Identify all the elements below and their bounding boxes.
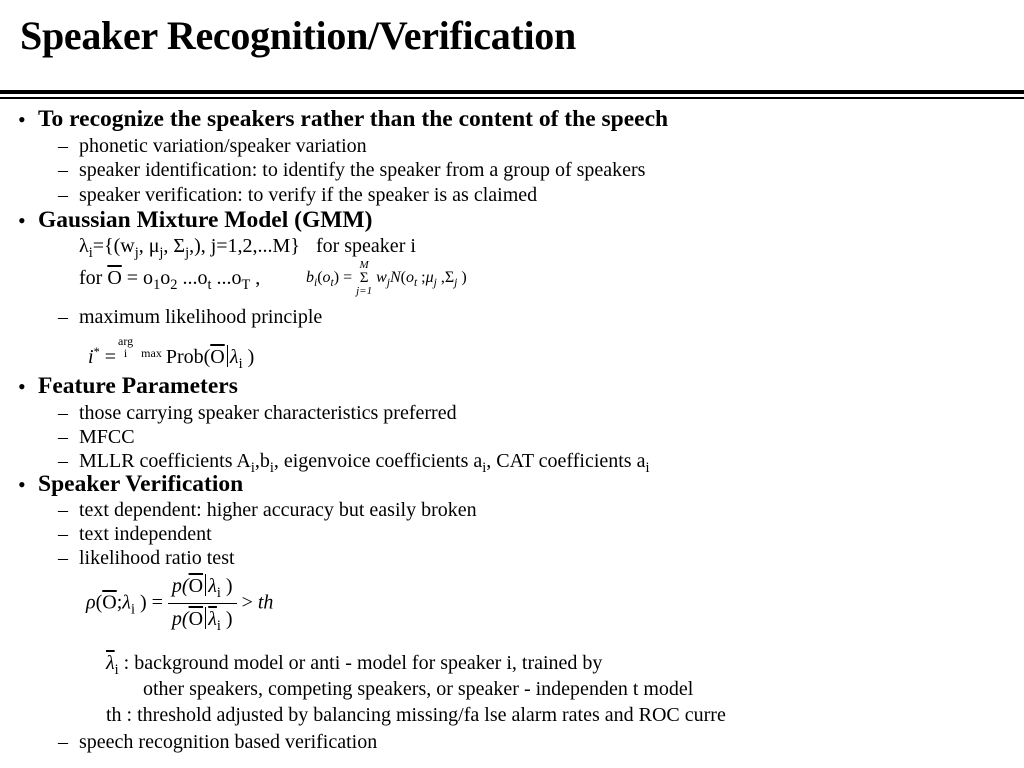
dash-marker: – [58, 547, 68, 569]
title-rule-thick [0, 90, 1024, 94]
bullet-gmm: Gaussian Mixture Model (GMM) [38, 207, 373, 233]
subitem-mfcc: MFCC [79, 426, 135, 448]
slide-title: Speaker Recognition/Verification [20, 13, 576, 58]
ml-argmax-formula: i* = arg i max $Prob(\overline{O}$ $\lambda_i$ ) [88, 334, 255, 373]
note-threshold: th : threshold adjusted by balancing missing/fa lse alarm rates and ROC curre [106, 704, 726, 726]
subitem-text-dependent: text dependent: higher accuracy but easily broken [79, 499, 477, 521]
note-background-model: $\overline{\lambda}_i$ : background model or anti - model for speaker i, trained by [106, 652, 603, 679]
dash-marker: – [58, 306, 68, 328]
dash-marker: – [58, 135, 68, 157]
subitem-speaker-characteristics: those carrying speaker characteristics preferred [79, 402, 457, 424]
bullet-speaker-verification: Speaker Verification [38, 471, 244, 497]
bullet-marker: • [18, 374, 26, 399]
note-other-speakers: other speakers, competing speakers, or speaker - independen t model [143, 678, 694, 700]
subitem-speaker-identification: speaker identification: to identify the speaker from a group of speakers [79, 159, 646, 181]
bullet-marker: • [18, 472, 26, 497]
dash-marker: – [58, 450, 68, 472]
gmm-lambda-definition: $\lambda_i=\{(w_j$, $\mu_j$, $\Sigma_j$,), j=1,2,...M} for speaker i [79, 235, 416, 262]
subitem-speech-recognition-verification: speech recognition based verification [79, 731, 378, 753]
subitem-maximum-likelihood: maximum likelihood principle [79, 306, 323, 328]
dash-marker: – [58, 159, 68, 181]
bullet-feature-parameters: Feature Parameters [38, 373, 238, 399]
dash-marker: – [58, 523, 68, 545]
subitem-phonetic-variation: phonetic variation/speaker variation [79, 135, 367, 157]
dash-marker: – [58, 731, 68, 753]
dash-marker: – [58, 499, 68, 521]
subitem-speaker-verification: speaker verification: to verify if the speaker is as claimed [79, 184, 538, 206]
subitem-likelihood-ratio-test: likelihood ratio test [79, 547, 235, 569]
subitem-text-independent: text independent [79, 523, 212, 545]
dash-marker: – [58, 426, 68, 448]
gmm-observation-definition: for $\overline{O} = o_1o_2$ $...o_t$ $...o_T$ , [79, 267, 261, 294]
likelihood-ratio-fraction: $\frac{p(\overline{O} \lambda_i )}{p(\overline{O} \overline{\lambda}_i )}$ [168, 574, 237, 634]
bullet-recognize-speakers: To recognize the speakers rather than the content of the speech [38, 106, 669, 132]
gmm-output-probability-formula: $b_i(o_t)$ = M Σ j=1 $w_jN(o_t$ $;\mu_j$ $,\Sigma_j$ ) [306, 259, 467, 297]
subitem-mllr-coefficients: MLLR coefficients $A_i,b_i$, eigenvoice coefficients $a_i$, CAT coefficients $a_i$ [79, 450, 650, 477]
likelihood-ratio-formula: $\rho(\overline{O};\lambda_i$ ) = $\frac{p(\overline{O} \lambda_i )}{p(\overline{O} \overline{\lambda}_i )}$ > th [86, 575, 274, 635]
bullet-marker: • [18, 107, 26, 132]
bullet-marker: • [18, 208, 26, 233]
dash-marker: – [58, 184, 68, 206]
title-rule-thin [0, 97, 1024, 99]
dash-marker: – [58, 402, 68, 424]
